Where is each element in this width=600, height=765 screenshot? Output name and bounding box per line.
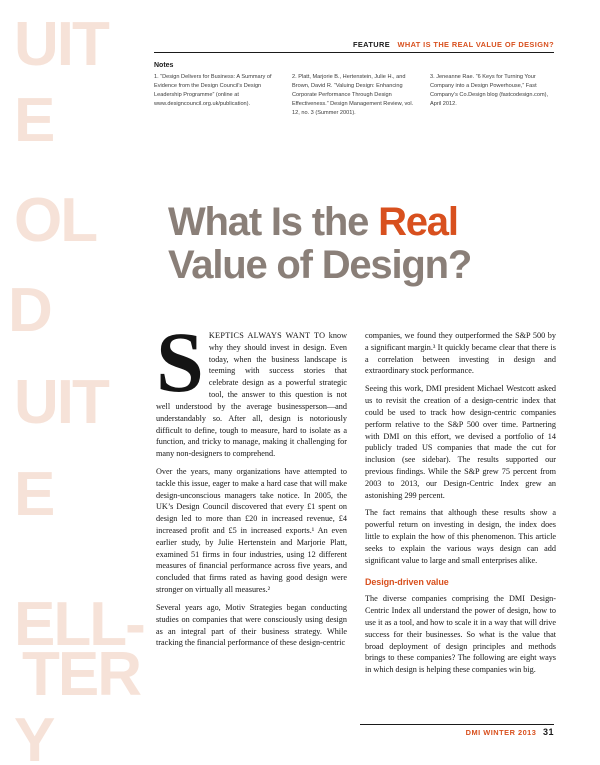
page-title: [168, 199, 558, 287]
paragraph: The fact remains that although these results show a powerful return on investing in design, the index does little to explain the how of this phenomenon. This article seeks to explain the various ways design can add significant value to large and small enterprises alike.: [365, 508, 556, 565]
footer-divider: [360, 724, 554, 725]
article-body: [156, 314, 556, 682]
paragraph: companies, we found they outperformed the S&P 500 by a significant margin.³ It quickly became clear that there is a correlation between investing in design and extraordinary stock performance.: [365, 331, 556, 376]
header-divider: [154, 52, 554, 53]
paragraph: The diverse companies comprising the DMI Design-Centric Index all understand the power of design, how to use it as a tool, and how to scale it in a way that will drive success for their businesses. So what is the value that broad deployment of design principles and methods brings to these companies? The following are eight ways in which design is helping these companies win big.: [365, 594, 556, 675]
lead-paragraph: [156, 314, 347, 460]
headline-line1-part1: What Is the: [168, 199, 379, 244]
decorative-letter: UIT: [14, 10, 108, 79]
headline-accent-word: Real: [378, 199, 458, 244]
header-kicker: FEATURE: [352, 40, 391, 49]
running-header: [154, 40, 554, 49]
page-footer: [466, 727, 554, 737]
section-subheading: Design-driven value: [365, 577, 449, 588]
note-item: 1. “Design Delivers for Business: A Summary of Evidence from the Design Council’s Design Leadership Programme” (online at www.designcouncil.org.uk/publication).: [154, 74, 272, 108]
drop-cap: S: [156, 314, 204, 410]
body-column-right: [365, 330, 556, 682]
notes-block: [154, 62, 554, 118]
notes-columns: [154, 73, 554, 118]
header-article-title: WHAT IS THE REAL VALUE OF DESIGN?: [397, 40, 554, 49]
decorative-letter: D: [8, 276, 51, 345]
decorative-letter: E: [14, 86, 54, 155]
note-item: 2. Platt, Marjorie B., Hertenstein, Julie H., and Brown, David R. “Valuing Design: Enhancing Corporate Performance Through Design Effectiveness.” Design Management Review, vol. 12, no. 3 (Summer 2001).: [292, 74, 414, 117]
paragraph: Seeing this work, DMI president Michael Westcott asked us to revisit the creation of a design-centric index that could be used to track how design-centric companies perform relative to the S&P 500 over time. Partnering with DMI on this effort, we devised a portfolio of 14 publicly traded US companies that made the cut for inclusion (see sidebar). The results supported our previous findings. While the S&P grew 75 percent from 2003 to 2013, our Design-Centric Index grew an astonishing 299 percent.: [365, 384, 556, 500]
decorative-letter: E: [14, 460, 54, 529]
header-separator: [393, 40, 395, 49]
decorative-letter: Y: [14, 706, 54, 765]
decorative-letter: OL: [14, 186, 97, 255]
paragraph: Several years ago, Motiv Strategies began conducting studies on companies that were consciously using design as an integral part of their business strategy. While tracking the financial performance of these design-centric: [156, 602, 347, 648]
decorative-background-letters: [0, 0, 150, 765]
page-number: 31: [542, 727, 554, 737]
decorative-letter: UIT: [14, 368, 108, 437]
decorative-letter: ELL-: [14, 590, 144, 659]
headline-line2: Value of Design?: [168, 242, 472, 287]
body-column-left: [156, 314, 347, 682]
lead-smallcaps: KEPTICS ALWAYS WANT TO: [208, 331, 326, 340]
footer-issue: WINTER 2013: [483, 728, 537, 737]
decorative-letter: TER: [22, 640, 140, 709]
paragraph-text: know why they should invest in design. Even today, when the business landscape is teeming with success stories that celebrate design as a powerful strategic tool, the answer to this question is not well understood by the average businessperson—and understandably so. After all, design is notoriously difficult to define, tough to measure, hard to isolate as a function, and tricky to manage, making it challenging for many non-designers to comprehend.: [156, 331, 347, 459]
paragraph: Over the years, many organizations have attempted to tackle this issue, eager to make a hard case that will make design-unconscious managers take notice. In 2005, the UK’s Design Council discovered that every £1 spent on design led to more than £20 in increased revenue, £4 increased profit and £5 in increased exports.¹ An even earlier study, by Julie Hertenstein and Marjorie Platt, examined 51 firms in four industries, using 12 different measures of financial performance across five years, and concluded that firms rated as having good design were stronger on virtually all measures.²: [156, 466, 347, 595]
footer-publication: DMI: [465, 728, 481, 737]
note-item: 3. Jeneanne Rae. “6 Keys for Turning Your Company into a Design Powerhouse,” Fast Company’s Co.Design blog (fastcodesign.com), April 2012.: [430, 74, 549, 108]
notes-label: Notes: [154, 62, 174, 69]
